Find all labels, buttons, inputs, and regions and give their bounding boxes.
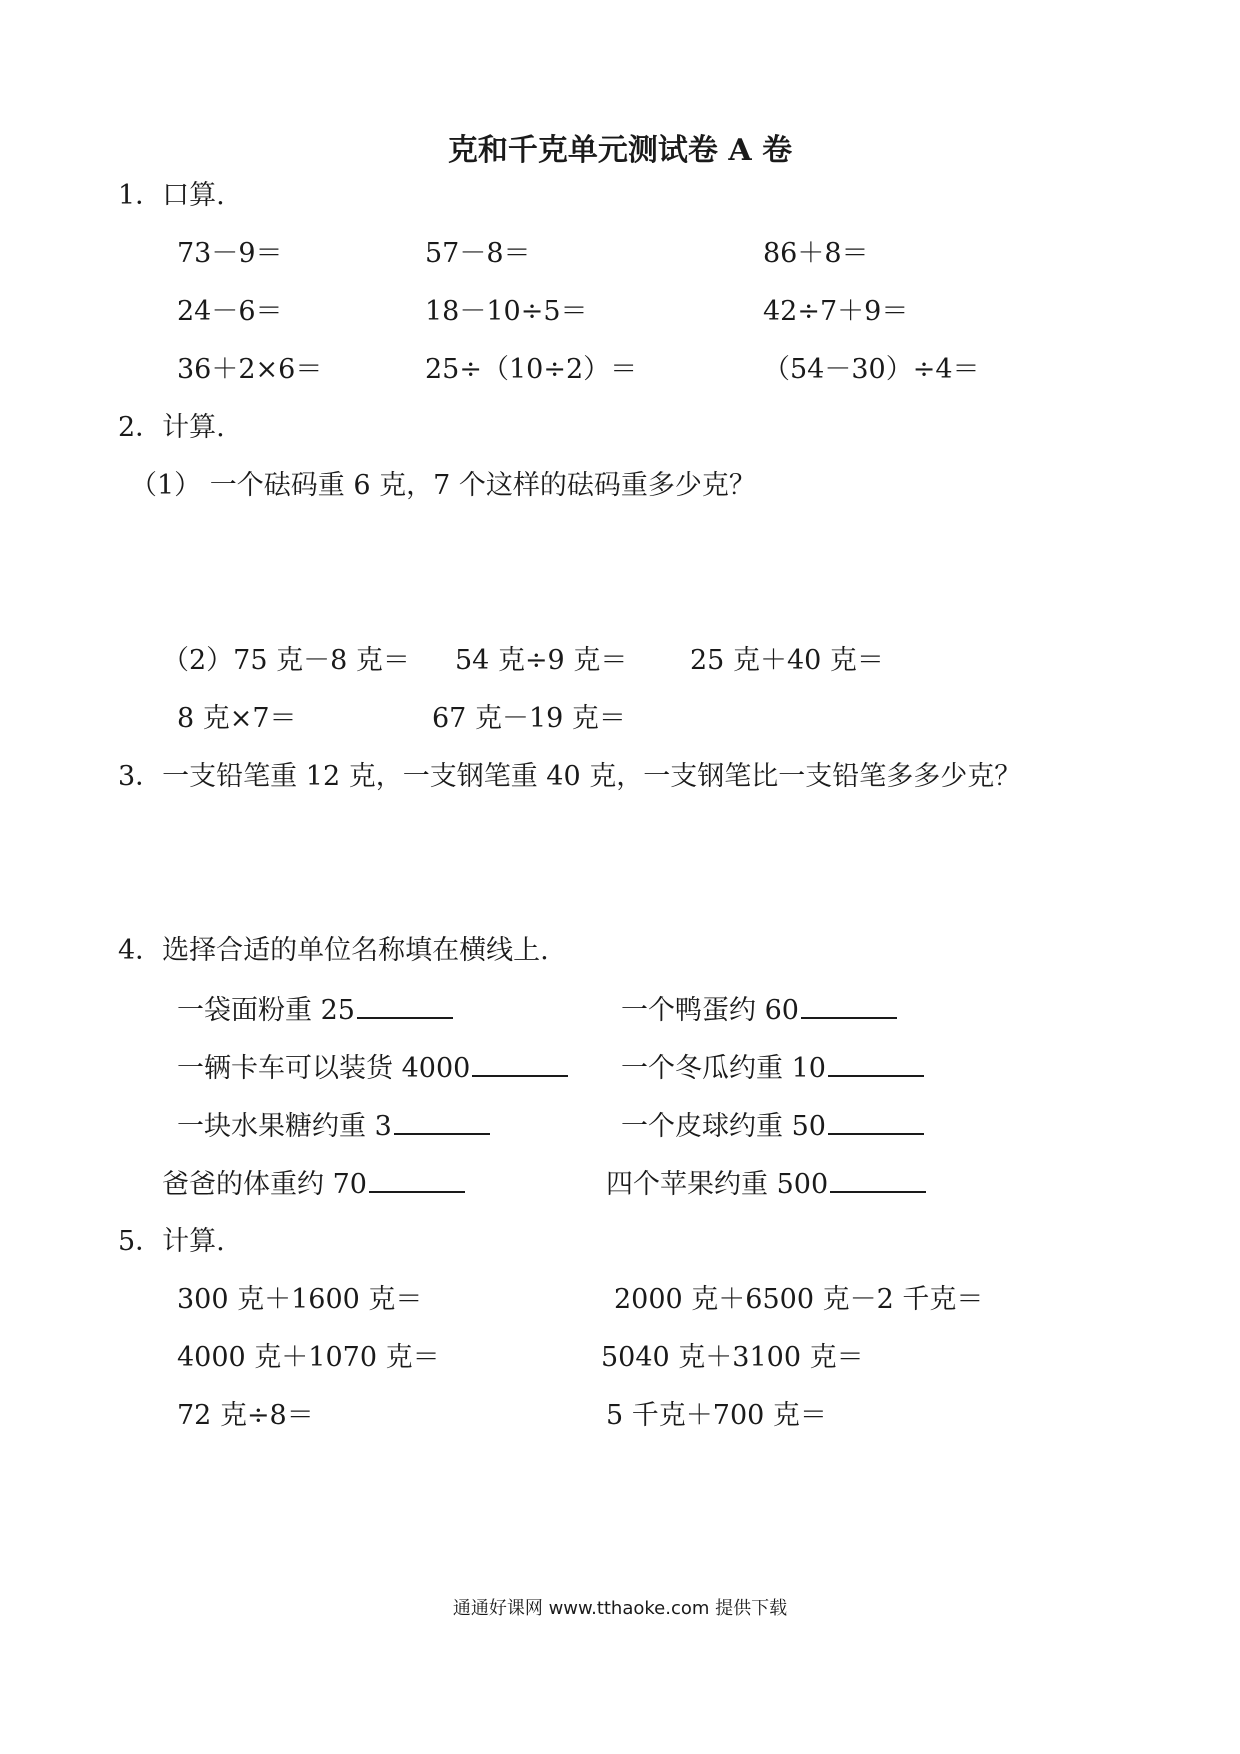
q2-part1: （1） 一个砝码重 6 克，7 个这样的砝码重多少克？	[130, 470, 756, 501]
answer-blank[interactable]	[828, 1053, 924, 1077]
q2-part2-item: 25 克＋40 克＝	[690, 645, 884, 676]
q2-part2-item: 8 克×7＝	[177, 703, 297, 734]
q4-item-text: 爸爸的体重约 70	[162, 1169, 367, 1200]
q1-item: 73－9＝	[177, 238, 283, 269]
q3-text: 3．一支铅笔重 12 克，一支钢笔重 40 克，一支钢笔比一支铅笔多多少克？	[118, 761, 1022, 792]
q4-item-text: 一辆卡车可以装货 4000	[177, 1053, 471, 1084]
q1-item: 36＋2×6＝	[177, 354, 323, 385]
q4-item-text: 一袋面粉重 25	[177, 995, 355, 1026]
q5-item: 4000 克＋1070 克＝	[177, 1342, 440, 1373]
q2-part2-item: 54 克÷9 克＝	[455, 645, 628, 676]
q5-item: 5040 克＋3100 克＝	[601, 1342, 864, 1373]
q1-item: 42÷7＋9＝	[763, 296, 909, 327]
q4-item	[177, 995, 453, 1024]
q4-item-text: 一个冬瓜约重 10	[621, 1053, 826, 1084]
q2-part2-label: （2）75 克－8 克＝	[162, 645, 410, 676]
answer-blank[interactable]	[394, 1111, 490, 1135]
q1-item: 18－10÷5＝	[425, 296, 588, 327]
answer-blank[interactable]	[472, 1053, 568, 1077]
q4-item	[621, 1111, 924, 1140]
q4-item-text: 一块水果糖约重 3	[177, 1111, 392, 1142]
q4-item	[177, 1053, 568, 1082]
q5-item: 300 克＋1600 克＝	[177, 1284, 423, 1315]
q4-heading: 4．选择合适的单位名称填在横线上.	[118, 935, 549, 966]
q4-item	[621, 1053, 924, 1082]
q4-item	[606, 1169, 926, 1198]
q5-heading: 5．计算.	[118, 1226, 225, 1257]
q1-heading: 1．口算.	[118, 180, 225, 211]
q1-item: 24－6＝	[177, 296, 283, 327]
q1-item: （54－30）÷4＝	[763, 354, 980, 385]
q1-item: 86＋8＝	[763, 238, 869, 269]
q2-part2-item: 67 克－19 克＝	[432, 703, 626, 734]
q4-item	[162, 1169, 465, 1198]
q4-item-text: 四个苹果约重 500	[606, 1169, 829, 1200]
q4-item	[621, 995, 897, 1024]
q2-heading: 2．计算.	[118, 412, 225, 443]
answer-blank[interactable]	[830, 1169, 926, 1193]
answer-blank[interactable]	[369, 1169, 465, 1193]
answer-blank[interactable]	[828, 1111, 924, 1135]
q1-item: 57－8＝	[425, 238, 531, 269]
q5-item: 5 千克＋700 克＝	[606, 1400, 827, 1431]
q1-item: 25÷（10÷2）＝	[425, 354, 638, 385]
q4-item-text: 一个皮球约重 50	[621, 1111, 826, 1142]
answer-blank[interactable]	[801, 995, 897, 1019]
answer-blank[interactable]	[357, 995, 453, 1019]
q4-item-text: 一个鸭蛋约 60	[621, 995, 799, 1026]
q5-item: 72 克÷8＝	[177, 1400, 314, 1431]
footer-source-note: 通通好课网 www.tthaoke.com 提供下载	[452, 1598, 788, 1619]
q4-item	[177, 1111, 490, 1140]
q5-item: 2000 克＋6500 克－2 千克＝	[614, 1284, 984, 1315]
page-title: 克和千克单元测试卷 A 卷	[447, 133, 793, 168]
